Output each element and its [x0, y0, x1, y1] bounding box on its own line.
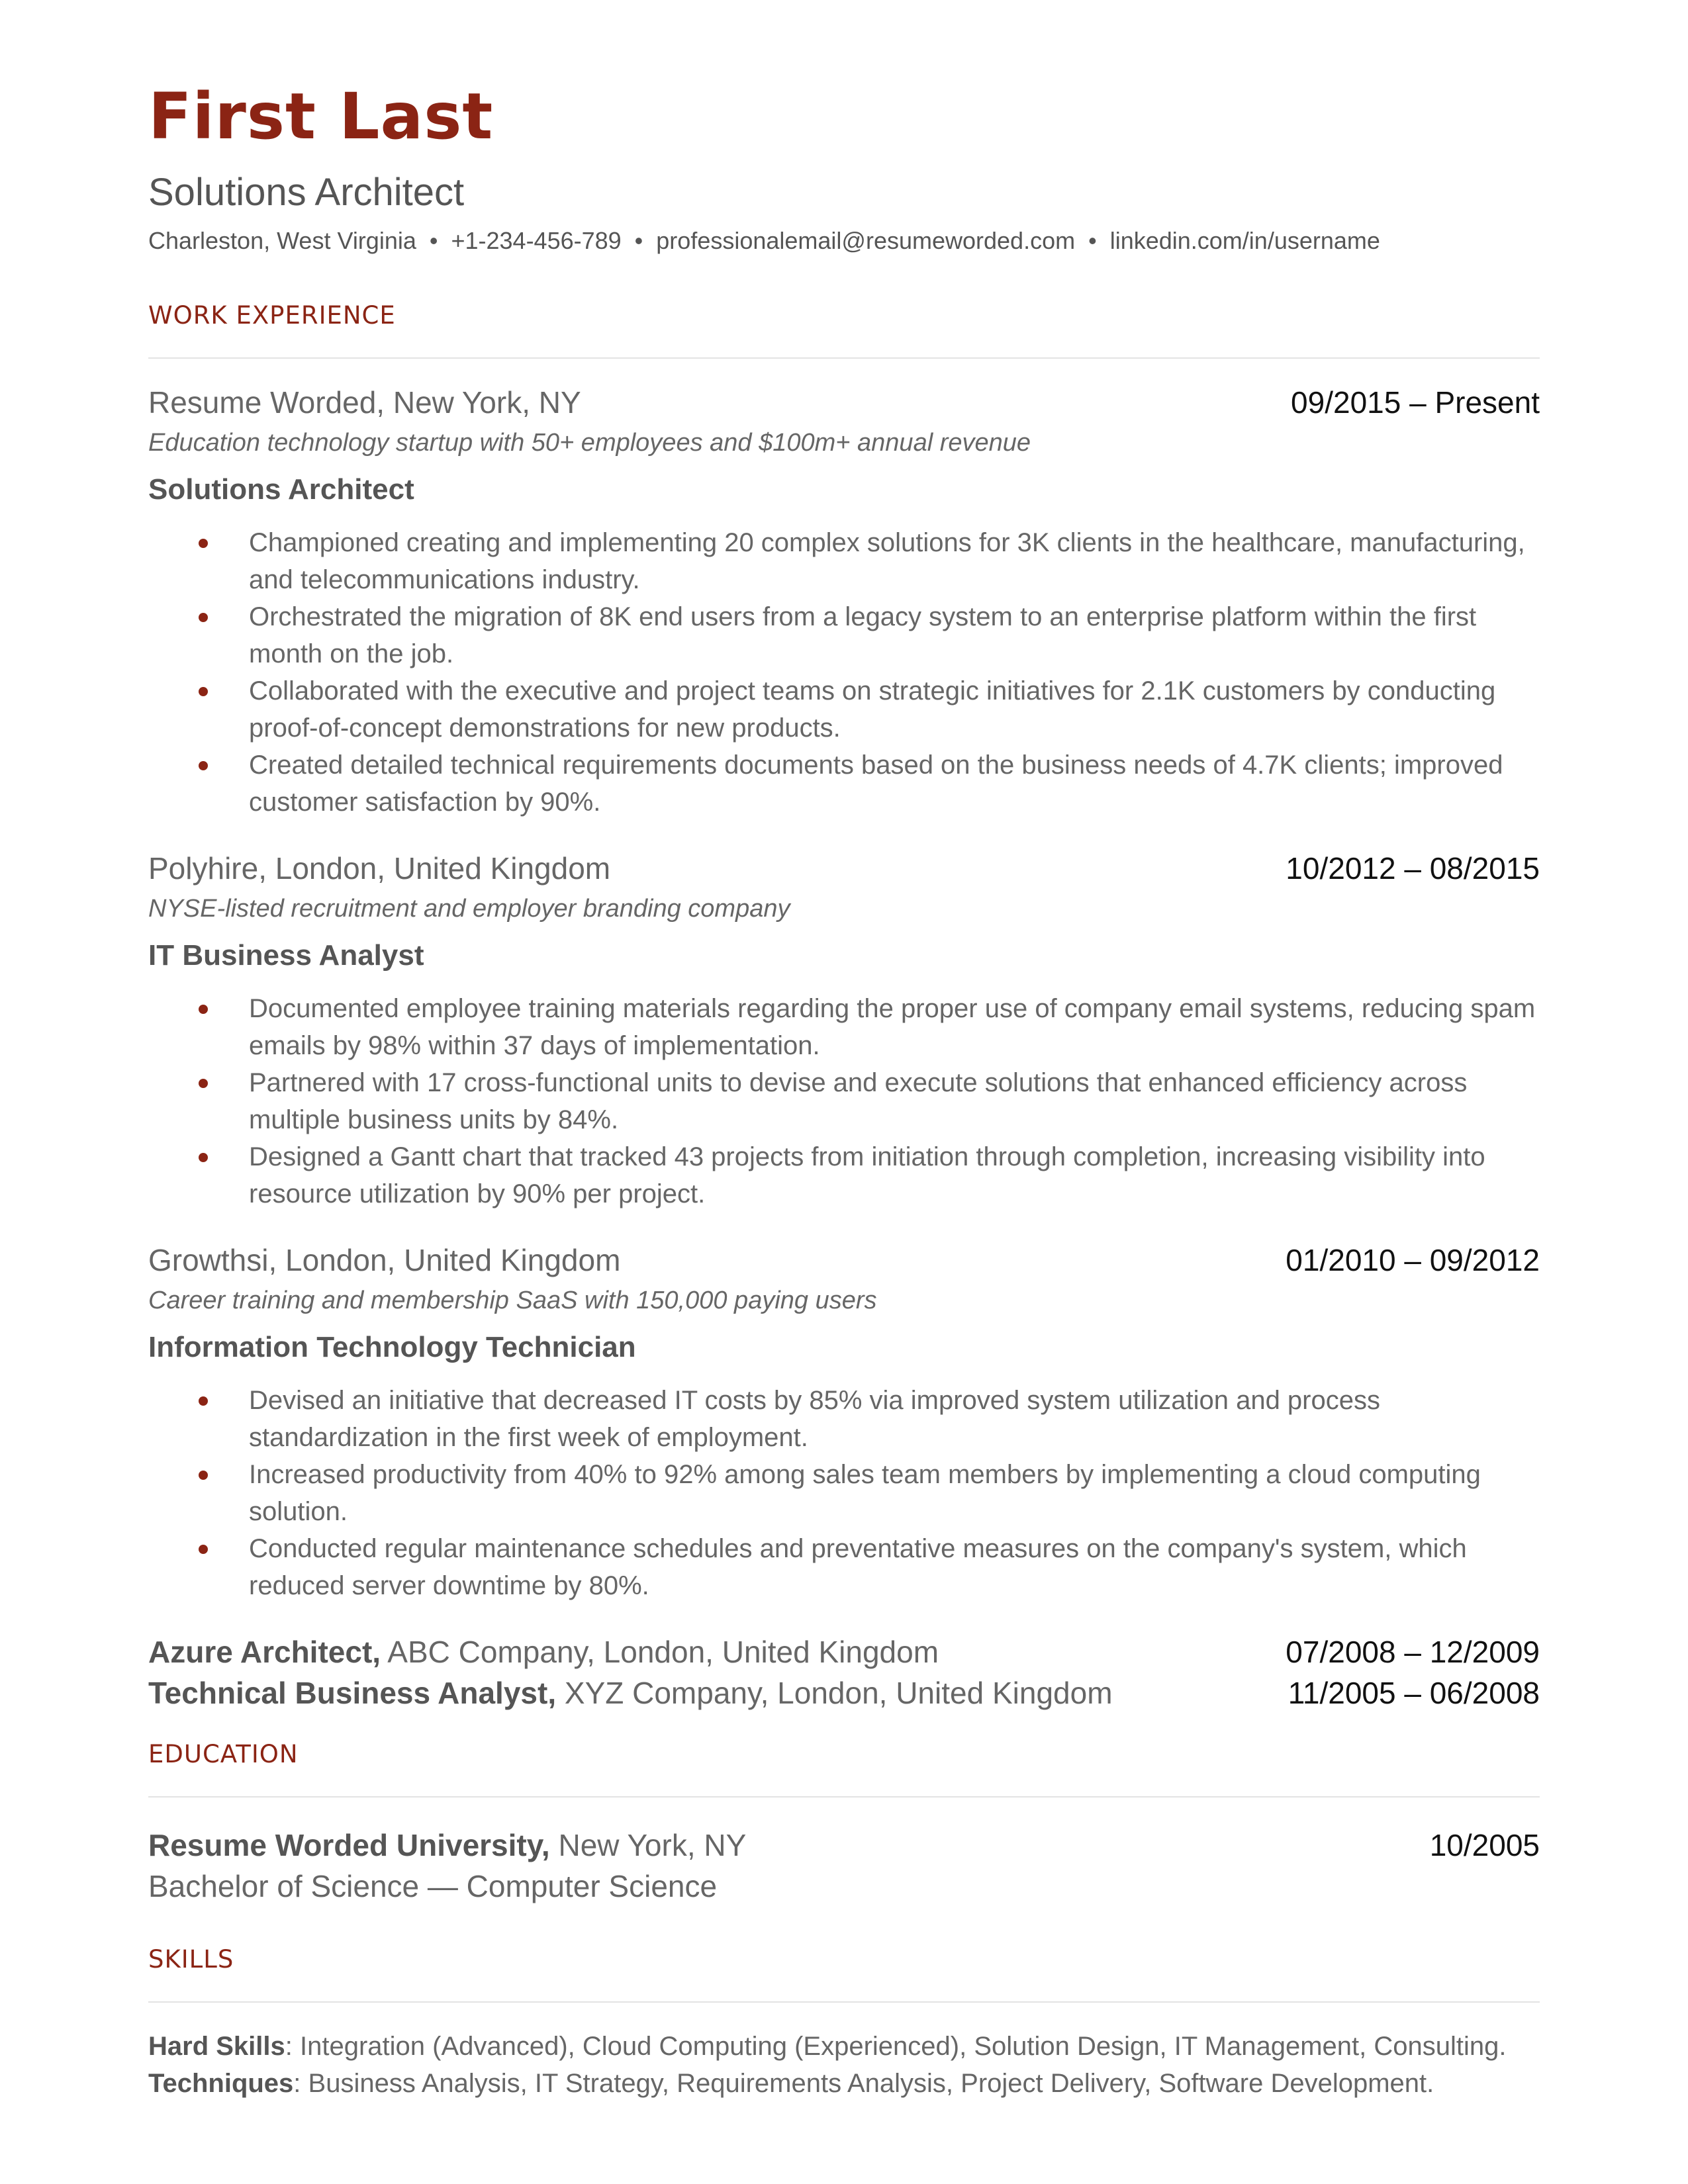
section-heading-work: WORK EXPERIENCE: [148, 301, 396, 330]
job-bullets: [148, 990, 1540, 1212]
contact-linkedin[interactable]: linkedin.com/in/username: [1109, 227, 1380, 254]
previous-role-title: Technical Business Analyst,: [148, 1676, 557, 1710]
skills-tech-values: : Business Analysis, IT Strategy, Requirements Analysis, Project Delivery, Software Development.: [293, 2069, 1434, 2098]
previous-role-dates: 07/2008 – 12/2009: [1286, 1635, 1540, 1669]
bullet-item: Documented employee training materials regarding the proper use of company email systems, reducing spam emails by 98% within 37 days of implementation.: [148, 990, 1540, 1064]
contact-email[interactable]: professionalemail@resumeworded.com: [656, 227, 1076, 254]
bullet-dot: [199, 687, 208, 696]
bullet-item: Increased productivity from 40% to 92% among sales team members by implementing a cloud computing solution.: [148, 1456, 1540, 1530]
previous-role: [148, 1632, 1540, 1672]
education-date: 10/2005: [1429, 1828, 1540, 1862]
contact-line: [148, 229, 1380, 253]
candidate-name: First Last: [148, 79, 494, 154]
bullet-dot: [199, 1153, 208, 1162]
job-header: [148, 848, 1540, 888]
job-dates: 01/2010 – 09/2012: [1286, 1243, 1540, 1277]
candidate-title: Solutions Architect: [148, 171, 465, 214]
section-heading-skills: SKILLS: [148, 1945, 234, 1974]
job-dates: 09/2015 – Present: [1291, 385, 1540, 420]
section-divider: [148, 1796, 1540, 1797]
job-role: Information Technology Technician: [148, 1331, 636, 1363]
previous-role-title: Azure Architect,: [148, 1635, 381, 1669]
education-location: New York, NY: [558, 1828, 747, 1862]
job-company: Growthsi, London, United Kingdom: [148, 1243, 621, 1277]
bullet-item: Devised an initiative that decreased IT costs by 85% via improved system utilization and process standardization in the first week of employment.: [148, 1382, 1540, 1456]
contact-separator: •: [634, 227, 643, 254]
skills-hard-label: Hard Skills: [148, 2032, 285, 2061]
section-divider: [148, 2001, 1540, 2003]
job-company: Resume Worded, New York, NY: [148, 385, 581, 420]
bullet-dot: [199, 1545, 208, 1554]
bullet-item: Partnered with 17 cross-functional units to devise and execute solutions that enhanced efficiency across multiple business units by 84%.: [148, 1064, 1540, 1138]
previous-role-dates: 11/2005 – 06/2008: [1288, 1676, 1540, 1710]
education-header: [148, 1825, 1540, 1865]
previous-role-company: XYZ Company, London, United Kingdom: [564, 1676, 1113, 1710]
bullet-item: Championed creating and implementing 20 complex solutions for 3K clients in the healthcare, manufacturing, and telecommunications industry.: [148, 524, 1540, 598]
bullet-dot: [199, 539, 208, 548]
bullet-dot: [199, 1471, 208, 1480]
previous-role-company: ABC Company, London, United Kingdom: [387, 1635, 939, 1669]
job-bullets: [148, 524, 1540, 821]
bullet-dot: [199, 1005, 208, 1014]
job-role: Solutions Architect: [148, 473, 414, 506]
skills-tech-label: Techniques: [148, 2069, 294, 2098]
education-school: Resume Worded University,: [148, 1828, 550, 1862]
contact-separator: •: [1088, 227, 1097, 254]
education-degree: Bachelor of Science — Computer Science: [148, 1869, 718, 1903]
job-dates: 10/2012 – 08/2015: [1286, 851, 1540, 886]
bullet-item: Created detailed technical requirements documents based on the business needs of 4.7K clients; improved customer satisfaction by 90%.: [148, 747, 1540, 821]
job-description: NYSE-listed recruitment and employer branding company: [148, 895, 790, 923]
job-role: IT Business Analyst: [148, 939, 424, 972]
bullet-item: Orchestrated the migration of 8K end users from a legacy system to an enterprise platform within the first month on the job.: [148, 598, 1540, 672]
contact-phone: +1-234-456-789: [451, 227, 622, 254]
bullet-item: Collaborated with the executive and project teams on strategic initiatives for 2.1K customers by conducting proof-of-concept demonstrations for new products.: [148, 672, 1540, 747]
skills-techniques: [148, 2065, 1434, 2102]
job-description: Career training and membership SaaS with 150,000 paying users: [148, 1287, 877, 1314]
job-company: Polyhire, London, United Kingdom: [148, 851, 611, 886]
skills-hard-values: : Integration (Advanced), Cloud Computing (Experienced), Solution Design, IT Management, Consulting.: [285, 2032, 1507, 2061]
previous-role: [148, 1673, 1540, 1713]
section-divider: [148, 357, 1540, 359]
skills-hard: [148, 2028, 1506, 2065]
job-bullets: [148, 1382, 1540, 1604]
bullet-dot: [199, 761, 208, 770]
contact-separator: •: [429, 227, 438, 254]
bullet-item: Conducted regular maintenance schedules and preventative measures on the company's system, which reduced server downtime by 80%.: [148, 1530, 1540, 1604]
contact-location: Charleston, West Virginia: [148, 227, 416, 254]
job-description: Education technology startup with 50+ employees and $100m+ annual revenue: [148, 429, 1031, 457]
bullet-item: Designed a Gantt chart that tracked 43 projects from initiation through completion, increasing visibility into resource utilization by 90% per project.: [148, 1138, 1540, 1212]
bullet-dot: [199, 1079, 208, 1088]
job-header: [148, 1240, 1540, 1280]
bullet-dot: [199, 613, 208, 622]
job-header: [148, 383, 1540, 422]
section-heading-education: EDUCATION: [148, 1740, 299, 1768]
bullet-dot: [199, 1396, 208, 1406]
